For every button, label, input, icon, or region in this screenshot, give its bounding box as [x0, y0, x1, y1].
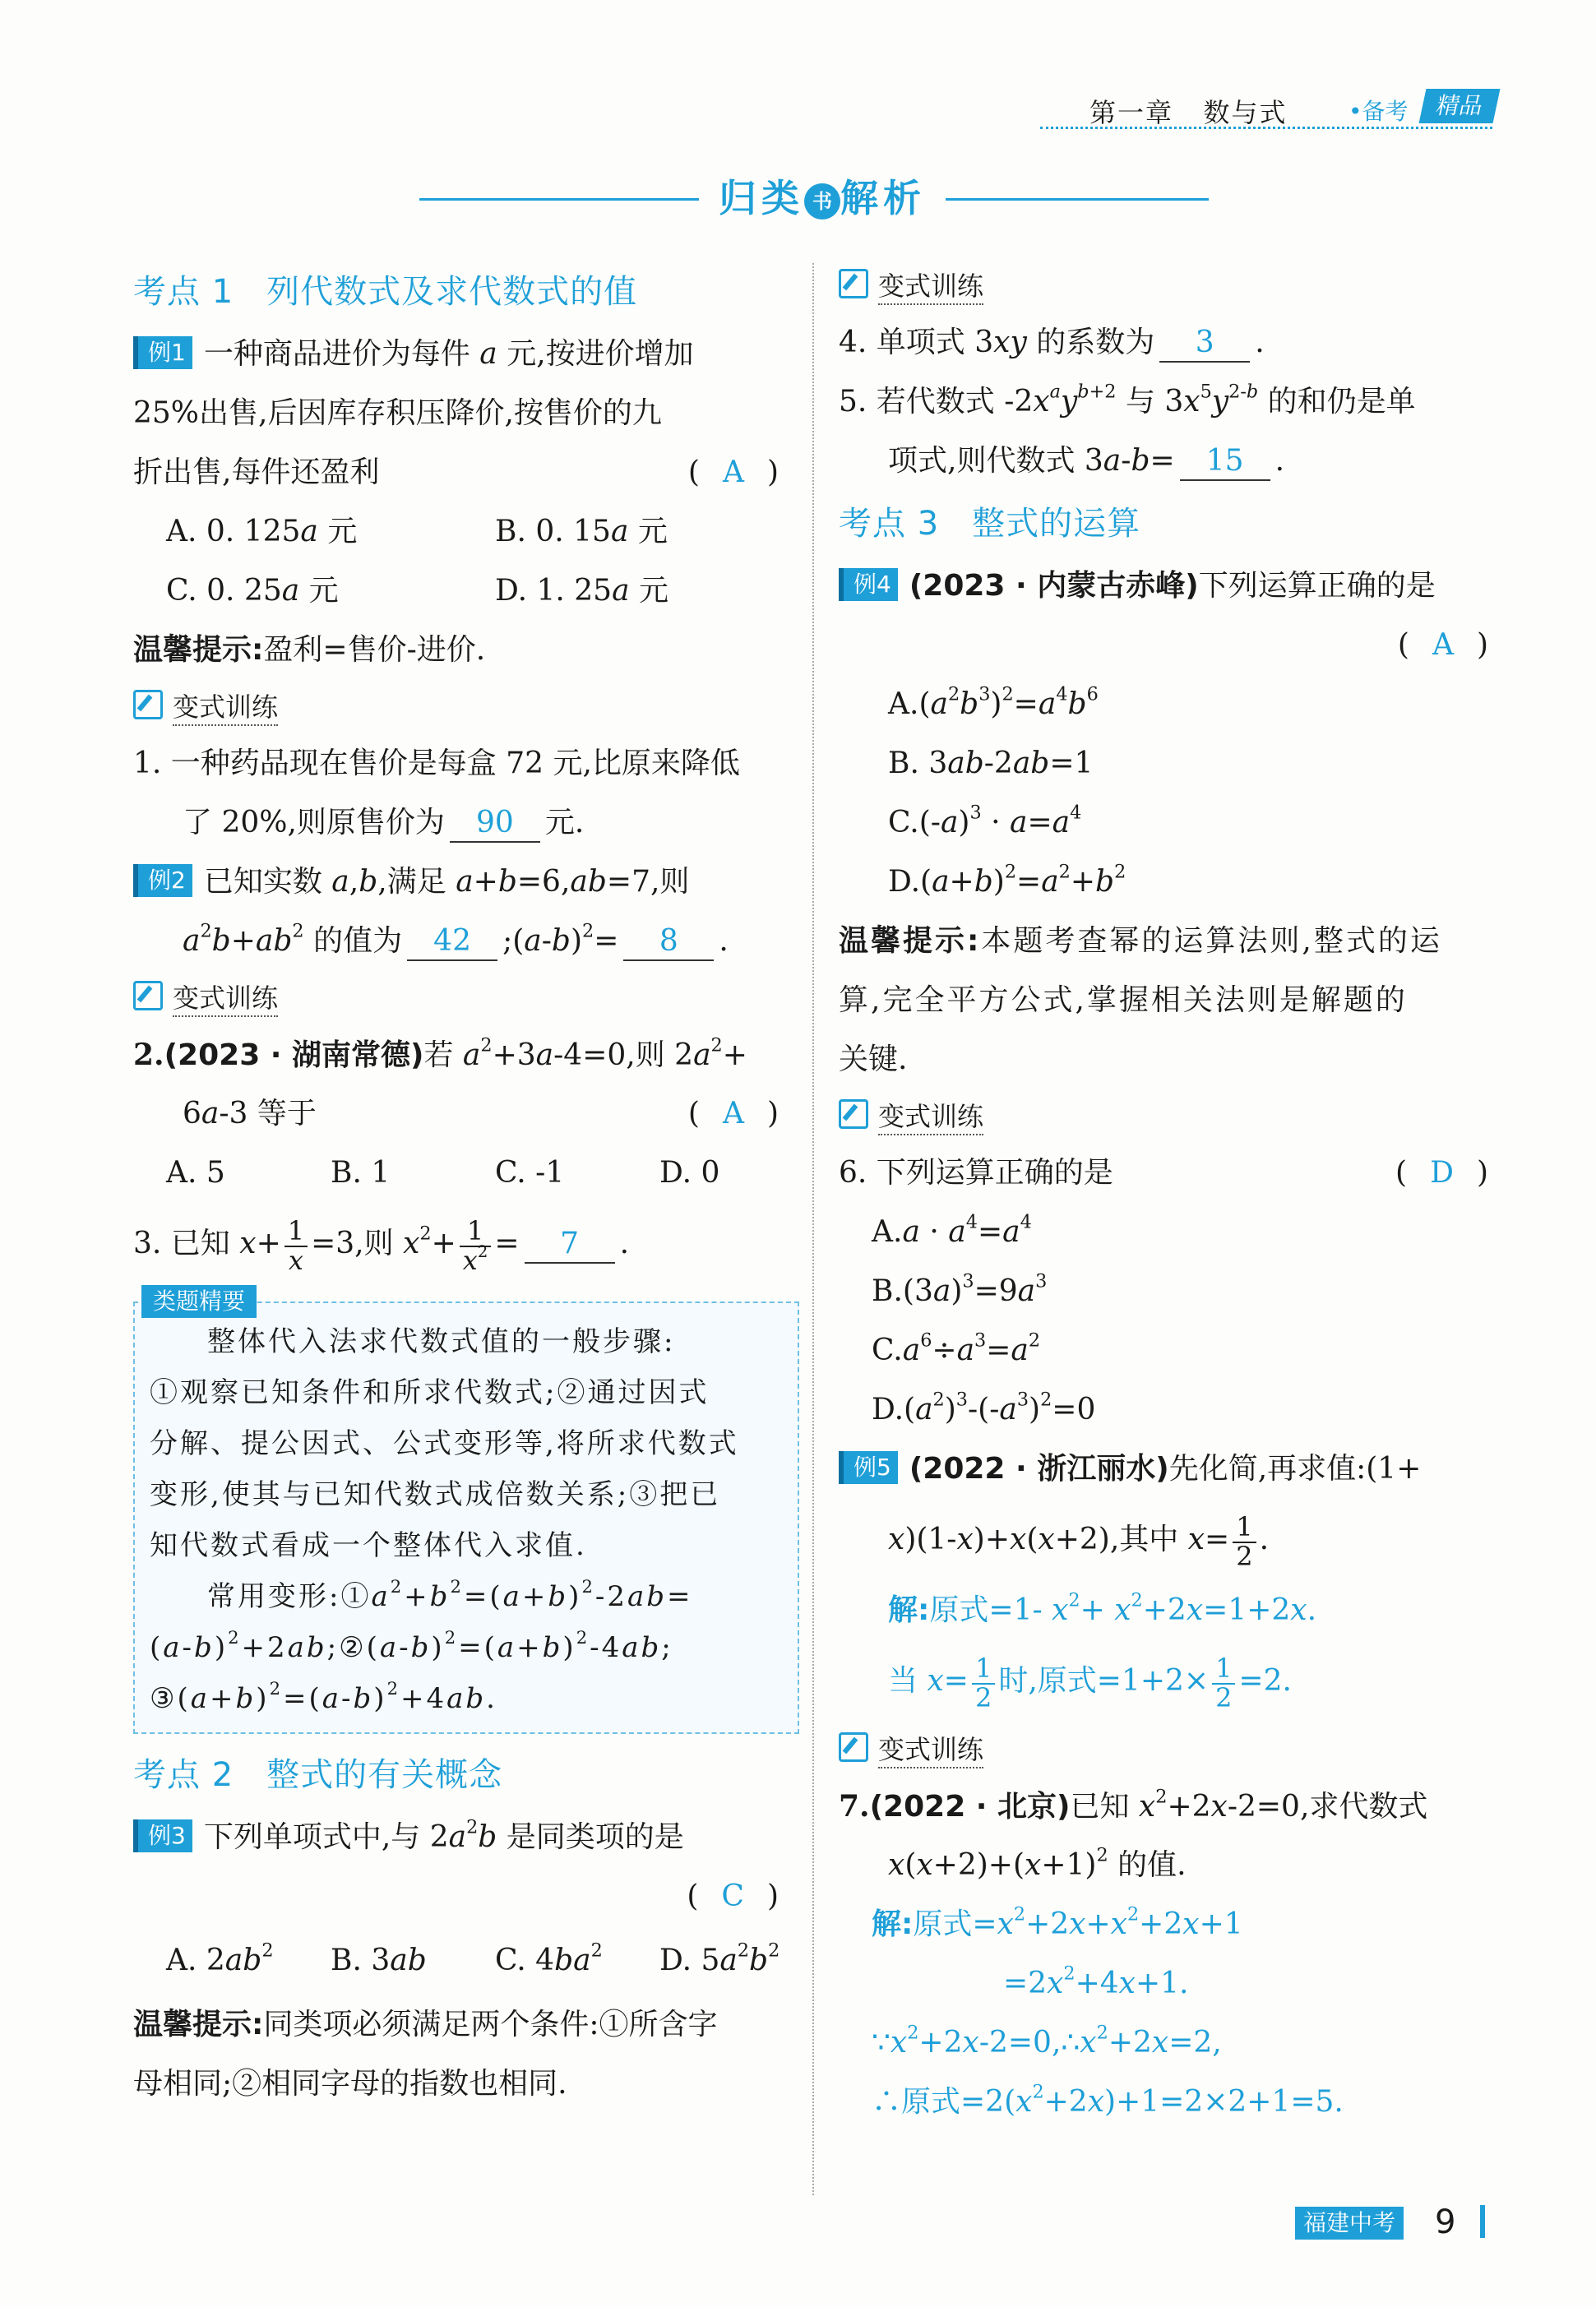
- example-5-solution-2: 当 x= $\frac{1}{2}$ 时,原式=1+2× $\frac{1}{2}$ =2.: [888, 1653, 1292, 1713]
- answer-blank: 7: [525, 1226, 615, 1264]
- question-1-line2: 了 20%,则原售价为 90 元.: [133, 793, 795, 853]
- summary-formula-2: $(a-b)^2+2ab;②(a-b)^2=(a+b)^2-4ab$;: [150, 1627, 673, 1664]
- variant-training-heading: 变式训练: [839, 259, 1505, 313]
- pen-icon: [133, 690, 163, 719]
- example-3-options: A. $2ab^2$ B. 3ab C. $4ba^2$ D. $5a^2b^2$: [166, 1939, 780, 1977]
- question-5-line1: 5. 若代数式 $-2x^ay^{b+2}$ 与 $3x^5y^{2-b}$ 的和仍是单: [839, 381, 1416, 418]
- example-1-line2: 25%出售,后因库存积压降价,按售价的九: [133, 396, 662, 430]
- example-3-line1: 例3 下列单项式中,与 $2a^2b$ 是同类项的是: [133, 1808, 795, 1867]
- summary-line: 知代数式看成一个整体代入求值.: [150, 1529, 587, 1562]
- section-title: [419, 169, 1209, 226]
- page-footer: [1295, 2203, 1501, 2245]
- left-column: [133, 259, 795, 2114]
- example-5-line2: x)(1-x)+x(x+2),其中 x= $\frac{1}{2}$ .: [888, 1511, 1270, 1572]
- section-title-right: 解析: [840, 176, 926, 220]
- answer-blank: 15: [1180, 443, 1270, 481]
- title-rule-right: [946, 198, 1209, 201]
- summary-line: ①观察已知条件和所求代数式;②通过因式: [150, 1376, 710, 1409]
- example-1-line3: 折出售,每件还盈利 ( A ): [133, 443, 795, 502]
- example-4-option-c: $C.(-a)^3 \cdot a=a^4$: [888, 802, 1082, 839]
- example-4-tip-1: 温馨提示:本题考查幂的运算法则,整式的运: [839, 924, 1442, 958]
- question-3: 3. 已知 x+ $\frac{1}{x}$ =3,则 $x^2+$ $\frac{1}{x^2}$ = 7 .: [133, 1215, 630, 1276]
- footer-bar: [1480, 2205, 1485, 2238]
- question-7-solution-2: $=2x^2+4x+1$.: [1003, 1963, 1189, 2000]
- question-2-line1: 2.(2023 · 湖南常德)若 $a^2+3a-4=0$,则 $2a^2+$: [133, 1034, 747, 1072]
- title-rule-left: [419, 198, 699, 201]
- page-number: 9: [1435, 2203, 1456, 2241]
- example-5-solution-1: 解:原式=1- $x^2+ x^2+2x=1+2x$.: [888, 1589, 1317, 1627]
- question-5-line2: 项式,则代数式 3a-b= 15 .: [839, 432, 1505, 491]
- kaodian-3-heading: 考点 3 整式的运算: [839, 505, 1141, 543]
- question-7-line2: $x(x+2)+(x+1)^2$ 的值.: [888, 1844, 1187, 1882]
- example-badge: 例4: [839, 568, 898, 601]
- example-badge: 例1: [133, 336, 192, 369]
- question-7-solution-4: ∴原式$=2(x^2+2x)+1=2\times 2+1=5$.: [872, 2081, 1344, 2119]
- question-4: 4. 单项式 3xy 的系数为 3 .: [839, 313, 1505, 372]
- variant-training-heading: 变式训练: [839, 1722, 1505, 1777]
- summary-formula-3: $③(a+b)^2=(a-b)^2+4ab$.: [150, 1678, 497, 1715]
- question-6: 6. 下列运算正确的是 ( D ): [839, 1144, 1505, 1203]
- summary-line: 变形,使其与已知代数式成倍数关系;③把已: [150, 1478, 721, 1511]
- example-3-tip-1: 温馨提示:同类项必须满足两个条件:①所含字: [133, 2008, 718, 2041]
- answer-bracket: ( A ): [1397, 628, 1488, 662]
- example-3-answer: [133, 1867, 795, 1926]
- question-6-option-b: $B.(3a)^3=9a^3$: [872, 1270, 1048, 1308]
- example-1-options-ab: A. 0. 125a 元 B. 0. 15a 元: [166, 515, 668, 548]
- answer-blank: 90: [450, 805, 540, 843]
- pen-icon: [133, 981, 163, 1010]
- example-2-line1: 例2 已知实数 a,b,满足 a+b=6,ab=7,则: [133, 853, 795, 912]
- example-4-option-a: $A.(a^2b^3)^2=a^4b^6$: [888, 683, 1099, 721]
- summary-formula-1: 常用变形$:①a^2+b^2=(a+b)^2-2ab=$: [207, 1576, 693, 1613]
- column-divider: [812, 263, 814, 2195]
- tag-beikao: •备考: [1349, 98, 1409, 125]
- example-3-tip-2: 母相同;②相同字母的指数也相同.: [133, 2067, 567, 2101]
- question-2-line2: 6a-3 等于 ( A ): [133, 1084, 795, 1144]
- kaodian-2-heading: 考点 2 整式的有关概念: [133, 1756, 503, 1794]
- summary-tag: 类题精要: [141, 1285, 257, 1318]
- variant-training-heading: 变式训练: [133, 680, 795, 734]
- example-2-line2: $a^2b+ab^2$ 的值为 42 $;(a-b)^2= 8$ .: [133, 912, 795, 971]
- answer-blank-1: 42: [407, 923, 497, 961]
- right-column: [839, 259, 1505, 2132]
- example-badge: 例3: [133, 1819, 192, 1852]
- variant-training-heading: 变式训练: [839, 1089, 1505, 1144]
- question-1-line1: 1. 一种药品现在售价是每盒 72 元,比原来降低: [133, 747, 740, 780]
- header-rule: [1040, 127, 1492, 129]
- example-badge: 例2: [133, 864, 192, 897]
- example-4-option-d: $D.(a+b)^2=a^2+b^2$: [888, 861, 1126, 899]
- answer-bracket: ( C ): [687, 1879, 779, 1913]
- page-header: [1040, 89, 1492, 130]
- summary-line: 整体代入法求代数式值的一般步骤:: [207, 1325, 676, 1358]
- question-2-options: A. 5 B. 1 C. -1 D. 0: [166, 1156, 720, 1190]
- answer-blank-2: 8: [623, 923, 714, 961]
- example-badge: 例5: [839, 1451, 898, 1484]
- tag-jingpin: 精品: [1419, 89, 1501, 123]
- question-7-solution-3: $\because x^2+2x-2=0,\therefore x^2+2x=2$,: [872, 2022, 1222, 2060]
- pen-icon: [839, 1732, 868, 1762]
- section-title-left: 归类: [719, 176, 804, 220]
- summary-line: 分解、提公因式、公式变形等,将所求代数式: [150, 1427, 739, 1460]
- answer-blank: 3: [1159, 325, 1250, 363]
- summary-box: [133, 1288, 799, 1734]
- answer-bracket: ( A ): [687, 1097, 779, 1130]
- answer-bracket: ( D ): [1395, 1156, 1488, 1190]
- example-4-line1: 例4 (2023 · 内蒙古赤峰)下列运算正确的是: [839, 557, 1505, 616]
- example-1-options-cd: C. 0. 25a 元 D. 1. 25a 元: [166, 574, 669, 608]
- question-7-line1: 7.(2022 · 北京)已知 $x^2+2x-2=0$,求代数式: [839, 1786, 1428, 1824]
- answer-bracket: ( A ): [687, 455, 779, 489]
- pen-icon: [839, 1099, 868, 1129]
- question-6-option-c: $C.a^6\div a^3=a^2$: [872, 1329, 1041, 1367]
- pen-icon: [839, 269, 868, 298]
- example-4-tip-3: 关键.: [839, 1043, 908, 1076]
- example-4-option-b: B. 3ab-2ab=1: [888, 747, 1094, 780]
- kaodian-1-heading: 考点 1 列代数式及求代数式的值: [133, 273, 638, 311]
- variant-training-heading: 变式训练: [133, 971, 795, 1025]
- example-5-line1: 例5 (2022 · 浙江丽水)先化简,再求值:(1+: [839, 1440, 1505, 1499]
- question-6-option-d: $D.(a^2)^3-(-a^3)^2=0$: [872, 1389, 1096, 1426]
- book-icon: 书: [804, 183, 840, 220]
- example-1-line1: 例1 一种商品进价为每件 a 元,按进价增加: [133, 325, 795, 384]
- footer-label: 福建中考: [1295, 2207, 1404, 2240]
- example-4-tip-2: 算,完全平方公式,掌握相关法则是解题的: [839, 983, 1408, 1017]
- chapter-title: 第一章 数与式: [1089, 97, 1288, 128]
- question-6-option-a: $A.a \cdot a^4=a^4$: [872, 1211, 1032, 1249]
- question-7-solution-1: 解:原式$=x^2+2x+x^2+2x+1$: [872, 1903, 1243, 1941]
- example-1-tip: 温馨提示:盈利=售价-进价.: [133, 633, 486, 667]
- example-4-answer: [839, 616, 1505, 675]
